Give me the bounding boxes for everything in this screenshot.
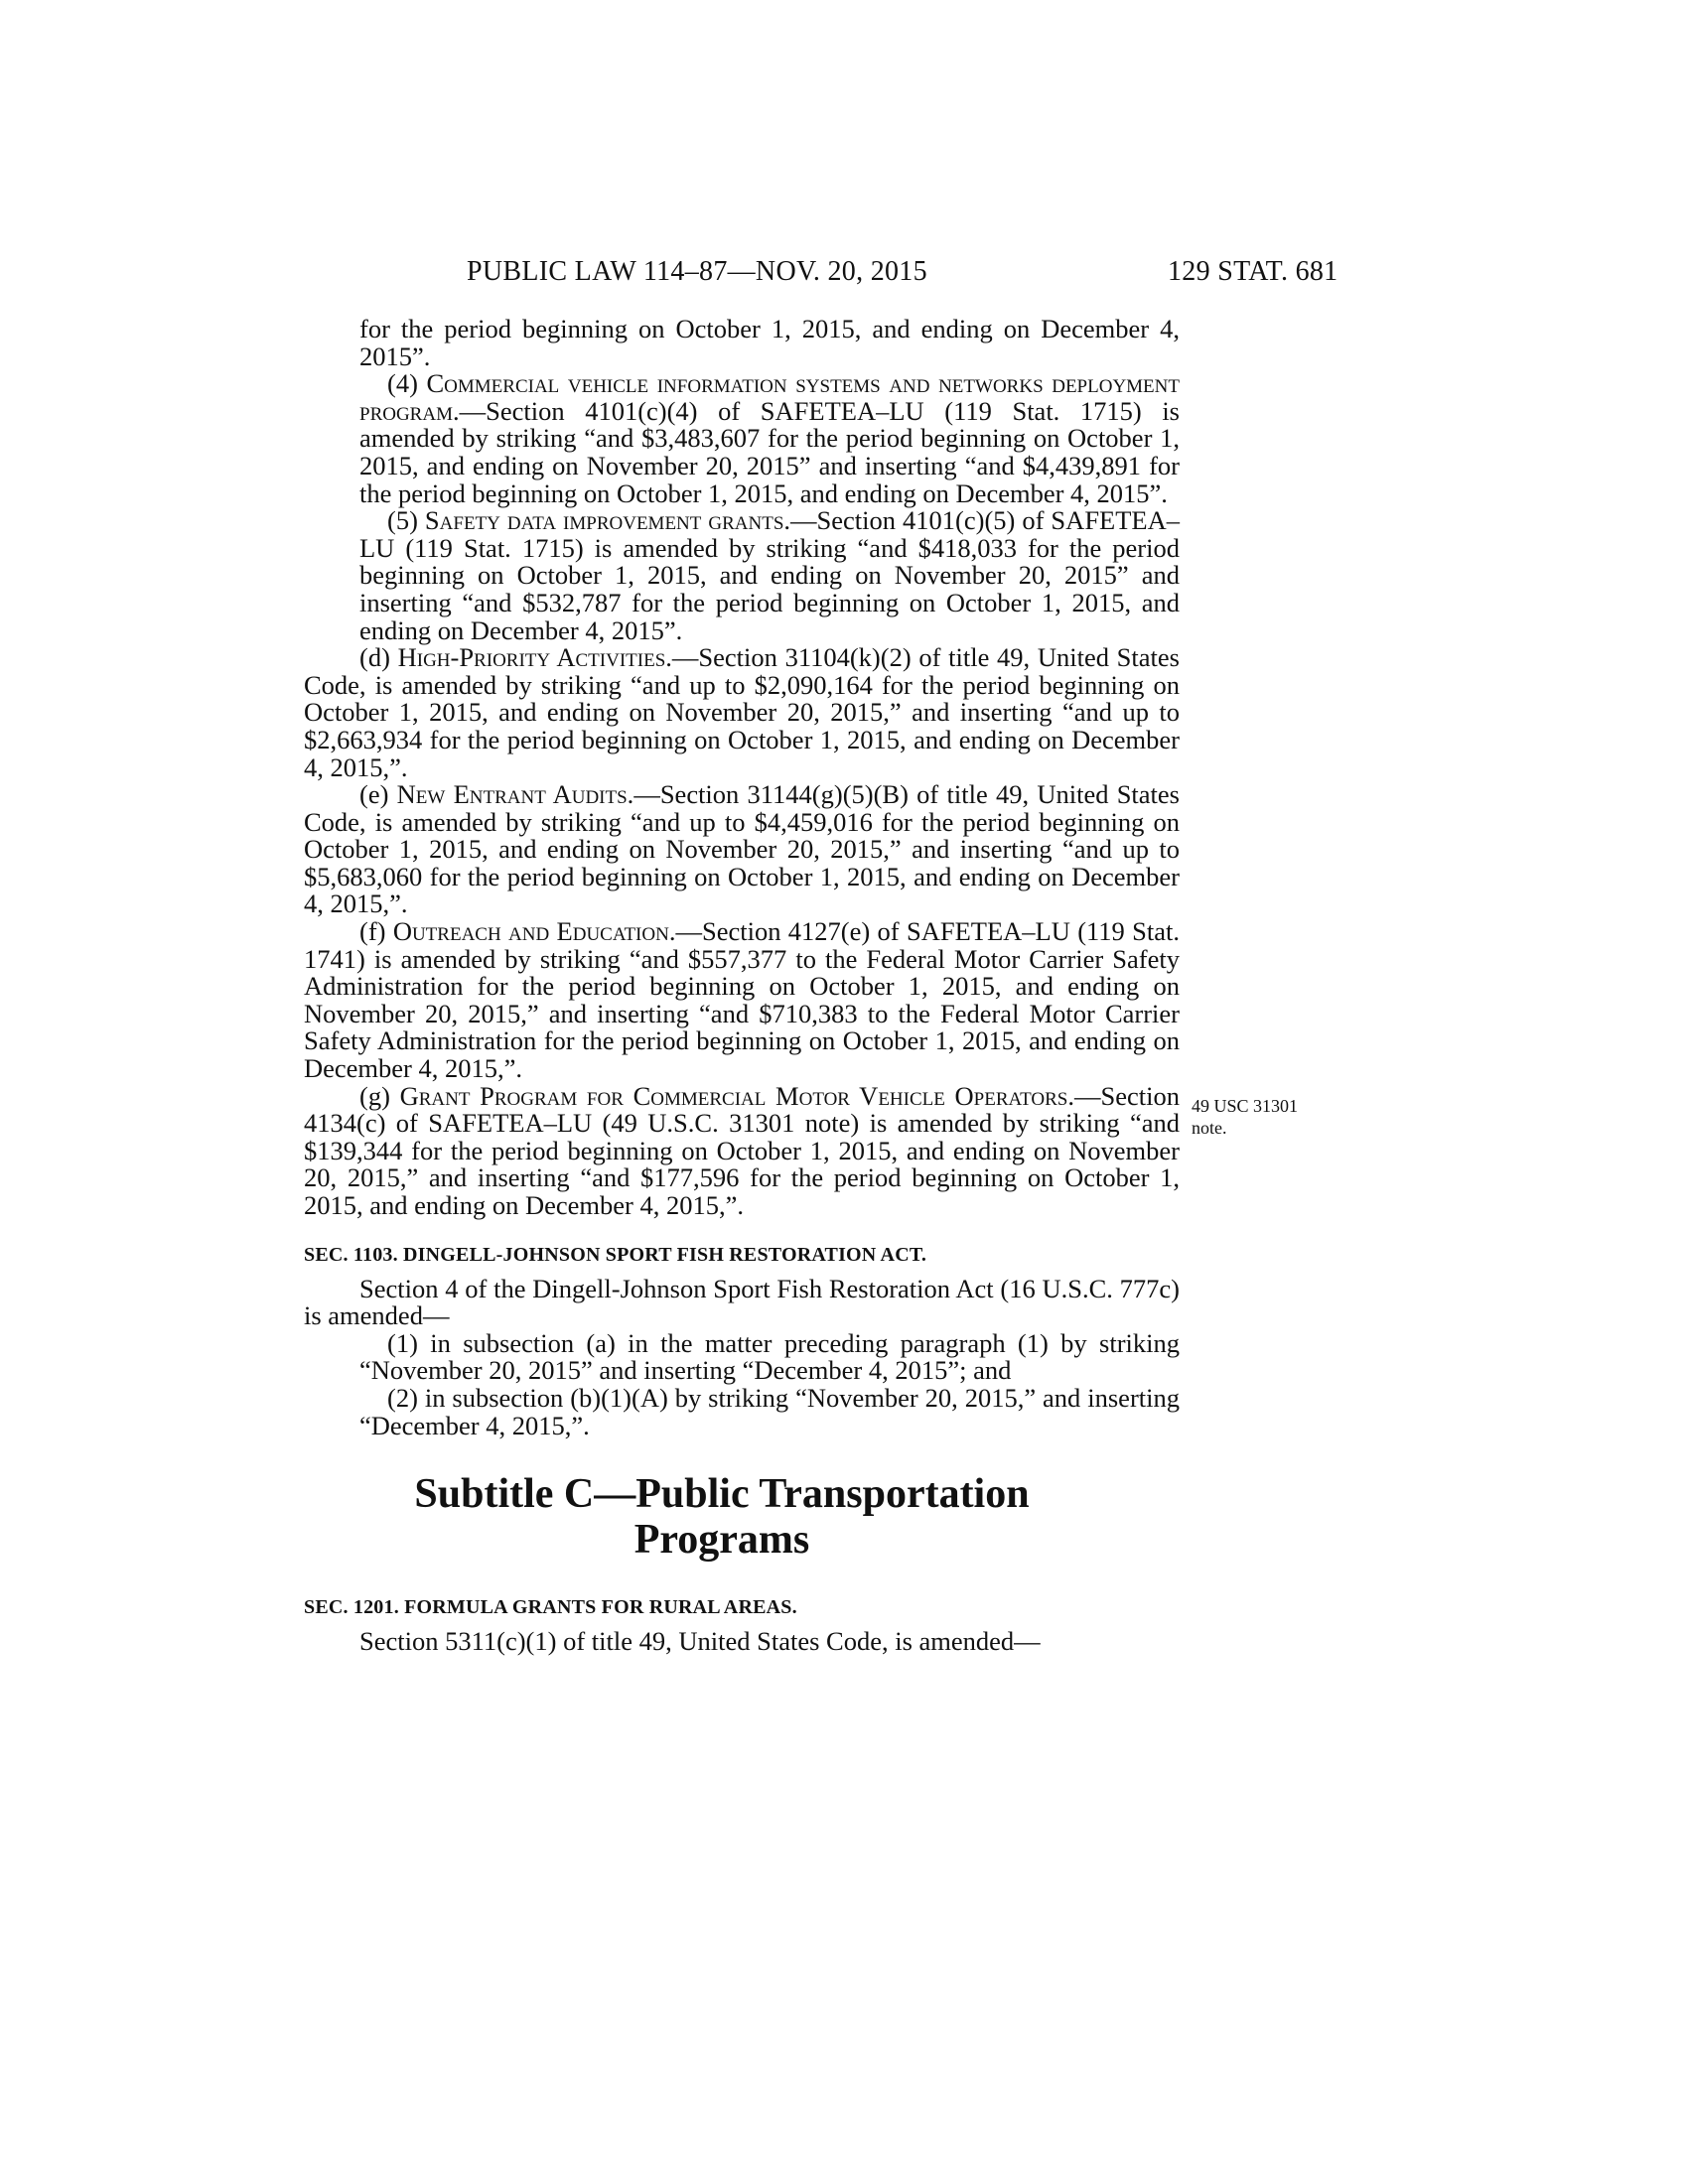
subsection-f: [304, 918, 1180, 1083]
paragraph-c4: [304, 370, 1180, 507]
subsection-text: —Section 4127(e) of SAFETEA–LU (119 Stat. 1741) is amended by striking “and $557,377 to the Federal Motor Carrier Safety Administration for the period beginning on October 1, 2015, and ending on November 20, 2015,” and inserting “and $710,383 to the Federal Motor Carrier Safety Administration for the period beginning on October 1, 2015, and ending on December 4, 2015,”.: [304, 916, 1180, 1084]
statute-page-number: 129 STAT. 681: [1168, 256, 1338, 287]
subsection-text: —Section 31144(g)(5)(B) of title 49, United States Code, is amended by striking “and up to $4,459,016 for the period beginning on October 1, 2015, and ending on November 20, 2015,” and inserting “and up to $5,683,060 for the period beginning on October 1, 2015, and ending on December 4, 2015,”.: [304, 779, 1180, 919]
subsection-heading: Grant Program for Commercial Motor Vehicle Operators.: [399, 1080, 1074, 1111]
paragraph-number: (4): [387, 368, 427, 399]
subsection-text: —Section 31104(k)(2) of title 49, United States Code, is amended by striking “and up to $2,090,164 for the period beginning on October 1, 2015, and ending on November 20, 2015,” and inserting “and up to $2,663,934 for the period beginning on October 1, 2015, and ending on December 4, 2015,”.: [304, 642, 1180, 782]
section-1201-intro: Section 5311(c)(1) of title 49, United States Code, is amended—: [359, 1626, 1041, 1657]
subsection-heading: Outreach and Education.: [392, 916, 676, 947]
subsection-g: [304, 1080, 1180, 1220]
section-1103-intro: Section 4 of the Dingell-Johnson Sport Fish Restoration Act (16 U.S.C. 777c) is amended—: [304, 1273, 1180, 1331]
subsection-letter: (f): [359, 916, 393, 947]
subsection-text: —Section 4134(c) of SAFETEA–LU (49 U.S.C. 31301 note) is amended by striking “and $139,344 for the period beginning on October 1, 2015, and ending on November 20, 2015,” and inserting “and $177,596 for the period beginning on October 1, 2015, and ending on December 4, 2015,”.: [304, 1080, 1180, 1220]
section-1103-item-2: (2) in subsection (b)(1)(A) by striking “November 20, 2015,” and inserting “December 4, 2015,”.: [359, 1382, 1180, 1440]
section-1103-item-1: (1) in subsection (a) in the matter preceding paragraph (1) by striking “November 20, 2015” and inserting “December 4, 2015”; and: [359, 1327, 1180, 1386]
paragraph-number: (5): [387, 505, 425, 536]
subsection-letter: (e): [359, 779, 397, 810]
paragraph-c3-continuation: for the period beginning on October 1, 2015, and ending on December 4, 2015”.: [359, 314, 1180, 371]
section-heading-1201: SEC. 1201. FORMULA GRANTS FOR RURAL AREAS.: [304, 1596, 797, 1619]
subsection-e: [304, 781, 1180, 918]
margin-note-line: 49 USC 31301: [1192, 1096, 1299, 1116]
running-head: PUBLIC LAW 114–87—NOV. 20, 2015: [467, 256, 927, 287]
paragraph-c5: [304, 507, 1180, 644]
paragraph-heading: Safety data improvement grants.: [424, 505, 791, 536]
body-column: [304, 316, 1180, 1656]
subsection-heading: High-Priority Activities.: [397, 642, 672, 673]
subsection-heading: New Entrant Audits.: [396, 779, 634, 810]
subsection-letter: (d): [359, 642, 398, 673]
margin-note: [1192, 1095, 1350, 1139]
subtitle-line: Subtitle C—Public Transportation: [414, 1471, 1030, 1518]
subtitle-line: Programs: [633, 1517, 810, 1564]
paragraph-heading: Commercial vehicle information systems and networks deployment program.: [359, 368, 1180, 426]
margin-note-line: note.: [1192, 1118, 1227, 1138]
paragraph-text: —Section 4101(c)(4) of SAFETEA–LU (119 Stat. 1715) is amended by striking “and $3,483,607 for the period beginning on October 1, 2015, and ending on November 20, 2015” and inserting “and $4,439,891 for the period beginning on October 1, 2015, and ending on December 4, 2015”.: [359, 395, 1180, 508]
paragraph-text: —Section 4101(c)(5) of SAFETEA–LU (119 Stat. 1715) is amended by striking “and $418,033 for the period beginning on October 1, 2015, and ending on November 20, 2015” and inserting “and $532,787 for the period beginning on October 1, 2015, and ending on December 4, 2015”.: [359, 505, 1181, 645]
subtitle-heading: [304, 1471, 1180, 1563]
section-heading-1103: SEC. 1103. DINGELL-JOHNSON SPORT FISH RESTORATION ACT.: [304, 1243, 927, 1266]
subsection-letter: (g): [359, 1080, 400, 1111]
subsection-d: [304, 644, 1180, 781]
